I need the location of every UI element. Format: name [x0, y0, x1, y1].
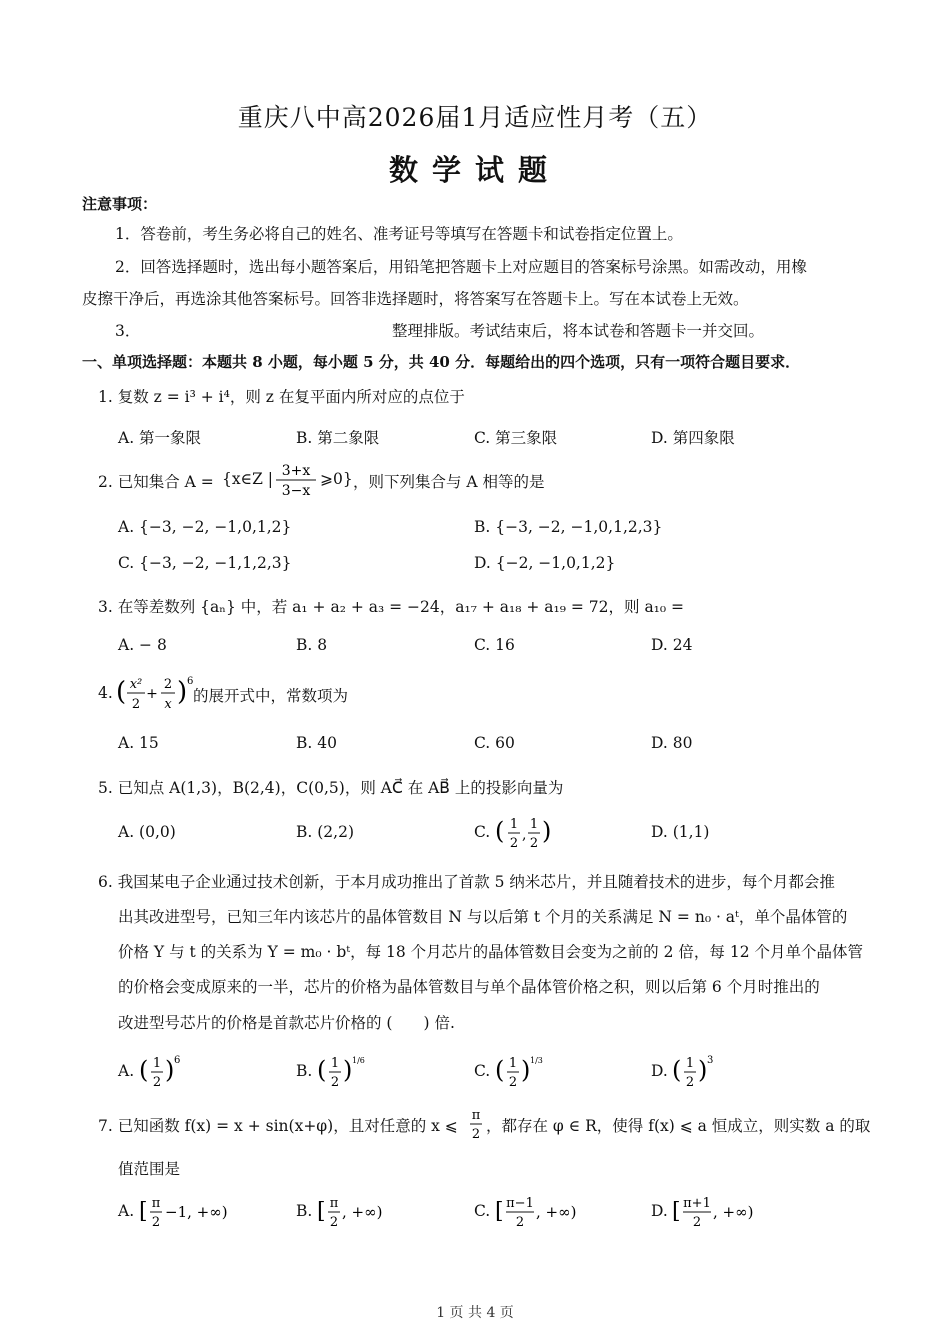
q5-c-num-2: 1 [529, 817, 539, 832]
question-5-stem: 5. 已知点 A(1,3)，B(2,4)，C(0,5)，则 AC⃗ 在 AB⃗ 上的投影向量为 [98, 779, 564, 797]
question-6-line-1: 6. 我国某电子企业通过技术创新，于本月成功推出了首款 5 纳米芯片，并且随着技术的进步，每个月都会推 [98, 873, 835, 891]
q4-plus: + [146, 686, 158, 702]
question-7-line-2: 值范围是 [118, 1160, 181, 1178]
q5-c-comma: , [522, 827, 527, 843]
notice-item-1: 1．答卷前，考生务必将自己的姓名、准考证号等填写在答题卡和试卷指定位置上。 [115, 225, 683, 243]
q6-b-right-paren: ) [343, 1056, 353, 1084]
q7-b-bracket: [ [317, 1199, 326, 1224]
q6-option-a-label: A. [118, 1062, 135, 1080]
q2-fraction [272, 460, 320, 500]
question-1-stem: 1. 复数 z = i³ + i⁴，则 z 在复平面内所对应的点位于 [98, 388, 465, 406]
q6-option-d-label: D. [651, 1062, 668, 1080]
q7-option-b-value [316, 1190, 406, 1232]
q6-c-den: 2 [508, 1075, 518, 1090]
q7-pi-half [467, 1103, 485, 1143]
q5-c-left-paren: ( [495, 817, 505, 845]
q5-option-a: A. (0,0) [118, 823, 176, 841]
notice-heading: 注意事项： [82, 195, 158, 213]
question-2-stem-pre: 2. 已知集合 A = [98, 473, 214, 491]
q7-c-num: π−1 [506, 1196, 534, 1211]
q4-exponent: 6 [187, 676, 194, 687]
q6-b-exponent: 1/6 [352, 1056, 365, 1065]
q6-d-den: 2 [685, 1075, 695, 1090]
q7-option-a-value [138, 1190, 248, 1232]
q4-option-b: B. 40 [296, 734, 337, 752]
q7-a-bracket: [ [139, 1199, 148, 1224]
q1-option-a: A. 第一象限 [118, 429, 202, 447]
q4-right-paren: ) [177, 677, 188, 707]
q6-option-a-value [138, 1050, 188, 1092]
q7-pi-num: π [471, 1108, 481, 1123]
q4-f2-den: x [164, 697, 172, 712]
q2-option-a: A. {−3, −2, −1,0,1,2} [118, 518, 292, 536]
q2-set-left: {x∈Z | [222, 470, 273, 488]
question-6-line-5: 改进型号芯片的价格是首款芯片价格的 ( ) 倍. [118, 1014, 455, 1032]
q7-option-c-label: C. [474, 1202, 491, 1220]
q4-left-paren: ( [116, 677, 127, 707]
q4-option-c: C. 60 [474, 734, 515, 752]
q7-option-b-label: B. [296, 1202, 313, 1220]
q4-option-a: A. 15 [118, 734, 159, 752]
q7-a-num: π [151, 1196, 161, 1211]
q6-option-b-value [316, 1050, 372, 1092]
q3-option-b: B. 8 [296, 636, 328, 654]
notice-item-2a: 2．回答选择题时，选出每小题答案后，用铅笔把答题卡上对应题目的答案标号涂黑。如需改动，用橡 [115, 258, 807, 276]
q6-a-exponent: 6 [174, 1055, 181, 1066]
q5-option-b: B. (2,2) [296, 823, 354, 841]
q7-option-c-value [494, 1190, 604, 1232]
q6-option-c-value [494, 1050, 550, 1092]
q7-option-a-label: A. [118, 1202, 135, 1220]
q6-c-exponent: 1/3 [530, 1056, 543, 1065]
q5-option-d: D. (1,1) [651, 823, 710, 841]
question-6-line-4: 的价格会变成原来的一半，芯片的价格为晶体管数目与单个晶体管价格之积，则以后第 6 个月时推出的 [118, 978, 820, 996]
question-7-stem-pre: 7. 已知函数 f(x) = x + sin(x+φ)，且对任意的 x ⩽ [98, 1117, 458, 1135]
page-number: 1 页 共 4 页 [436, 1305, 514, 1321]
q7-b-num: π [329, 1196, 339, 1211]
q6-a-right-paren: ) [165, 1056, 175, 1084]
q5-c-den-2: 2 [529, 836, 539, 851]
q6-d-left-paren: ( [672, 1056, 682, 1084]
q6-a-den: 2 [152, 1075, 162, 1090]
q4-f2-num: 2 [163, 677, 173, 692]
q4-f1-num: x² [129, 677, 143, 692]
question-6-line-3: 价格 Y 与 t 的关系为 Y = m₀ · bᵗ，每 18 个月芯片的晶体管数目会变为之前的 2 倍，每 12 个月单个晶体管 [118, 943, 863, 961]
q7-d-text: , +∞) [713, 1203, 754, 1221]
q4-expression [114, 672, 194, 714]
question-4-stem-post: 的展开式中，常数项为 [193, 687, 349, 705]
notice-item-3-num: 3． [115, 322, 141, 340]
q3-option-d: D. 24 [651, 636, 693, 654]
q2-option-b: B. {−3, −2, −1,0,1,2,3} [474, 518, 663, 536]
q3-option-a: A. − 8 [118, 636, 167, 654]
q6-c-left-paren: ( [495, 1056, 505, 1084]
q6-option-b-label: B. [296, 1062, 313, 1080]
q2-frac-den: 3−x [281, 483, 311, 499]
q2-option-d: D. {−2, −1,0,1,2} [474, 554, 616, 572]
q5-c-den-1: 2 [509, 836, 519, 851]
q6-d-exponent: 3 [707, 1055, 714, 1066]
q6-b-den: 2 [330, 1075, 340, 1090]
q6-a-num: 1 [152, 1056, 162, 1071]
subject-title: 数学试题 [388, 153, 561, 187]
question-7-stem-post: ，都存在 φ ∈ R，使得 f(x) ⩽ a 恒成立，则实数 a 的取 [486, 1117, 871, 1135]
notice-item-3-text: 整理排版。考试结束后，将本试卷和答题卡一并交回。 [392, 322, 765, 340]
q6-c-num: 1 [508, 1056, 518, 1071]
q2-frac-num: 3+x [281, 463, 311, 479]
q2-option-c: C. {−3, −2, −1,1,2,3} [118, 554, 292, 572]
q6-d-right-paren: ) [698, 1056, 708, 1084]
q7-d-den: 2 [692, 1215, 702, 1230]
q7-c-den: 2 [515, 1215, 525, 1230]
question-6-line-2: 出其改进型号，已知三年内该芯片的晶体管数目 N 与以后第 t 个月的关系满足 N = n₀ · aᵗ，单个晶体管的 [118, 908, 848, 926]
q6-option-d-value [671, 1050, 721, 1092]
question-3-stem: 3. 在等差数列 {aₙ} 中，若 a₁ + a₂ + a₃ = −24，a₁₇ + a₁₈ + a₁₉ = 72，则 a₁₀ = [98, 598, 685, 616]
q7-b-text: , +∞) [342, 1203, 383, 1221]
q4-option-d: D. 80 [651, 734, 693, 752]
section-heading: 一、单项选择题：本题共 8 小题，每小题 5 分，共 40 分．每题给出的四个选项，只有一项符合题目要求． [82, 353, 801, 371]
q7-b-den: 2 [329, 1215, 339, 1230]
q5-option-c-label: C. [474, 823, 491, 841]
q5-option-c-value [494, 812, 556, 852]
q5-c-num-1: 1 [509, 817, 519, 832]
question-4-num: 4. [98, 684, 113, 702]
q4-f1-den: 2 [131, 697, 141, 712]
q7-a-den: 2 [151, 1215, 161, 1230]
q2-set-right: ⩾0} [320, 470, 353, 488]
q7-a-text: −1, +∞) [165, 1203, 228, 1221]
exam-title: 重庆八中高2026届1月适应性月考（五） [237, 103, 713, 132]
q7-c-bracket: [ [495, 1199, 504, 1224]
q3-option-c: C. 16 [474, 636, 515, 654]
q7-d-bracket: [ [672, 1199, 681, 1224]
q1-option-d: D. 第四象限 [651, 429, 735, 447]
q7-option-d-label: D. [651, 1202, 668, 1220]
q7-option-d-value [671, 1190, 781, 1232]
q6-d-num: 1 [685, 1056, 695, 1071]
q7-d-num: π+1 [683, 1196, 711, 1211]
q6-b-left-paren: ( [317, 1056, 327, 1084]
q6-a-left-paren: ( [139, 1056, 149, 1084]
q1-option-b: B. 第二象限 [296, 429, 380, 447]
q7-c-text: , +∞) [536, 1203, 577, 1221]
q7-pi-den: 2 [471, 1127, 481, 1142]
q5-c-right-paren: ) [542, 817, 552, 845]
notice-item-2b: 皮擦干净后，再选涂其他答案标号。回答非选择题时，将答案写在答题卡上。写在本试卷上无效。 [82, 290, 749, 308]
q6-b-num: 1 [330, 1056, 340, 1071]
question-2-stem-post: ，则下列集合与 A 相等的是 [353, 473, 545, 491]
q6-option-c-label: C. [474, 1062, 491, 1080]
q6-c-right-paren: ) [521, 1056, 531, 1084]
q1-option-c: C. 第三象限 [474, 429, 558, 447]
